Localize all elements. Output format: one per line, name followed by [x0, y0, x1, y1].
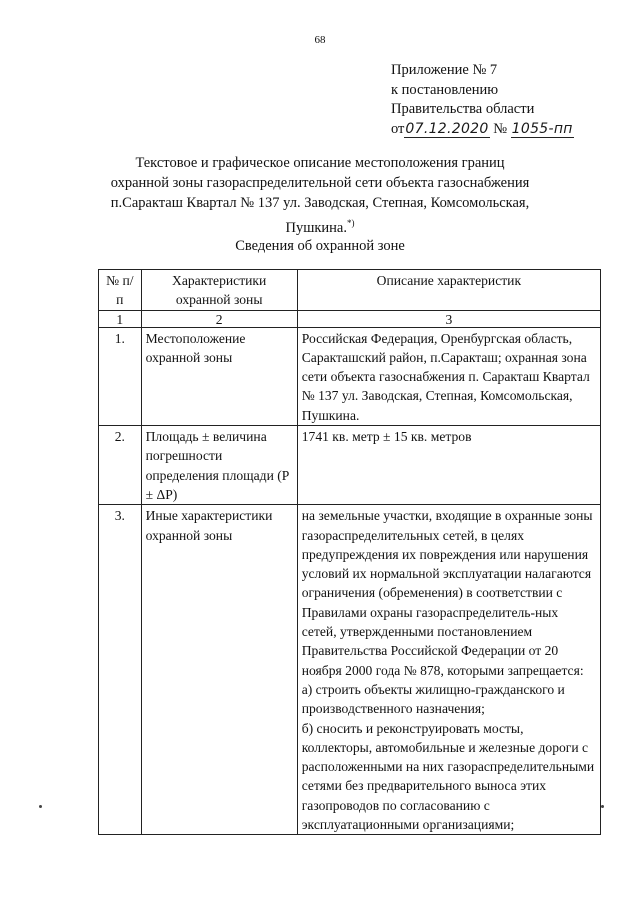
appendix-block [391, 61, 631, 139]
protection-zone-table [98, 269, 601, 835]
restriction-item-a: а) строить объекты жилищно-гражданского и производственного назначения; [301, 681, 565, 717]
row-description: 1741 кв. метр ± 15 кв. метров [297, 426, 600, 505]
section-subtitle: Сведения об охранной зоне [235, 238, 405, 254]
header-description: Описание характеристик [297, 270, 600, 311]
document-title [105, 153, 535, 238]
row-characteristic: Местоположение охранной зоны [141, 327, 297, 425]
date-prefix: от [391, 120, 405, 137]
title-line-1: Текстовое и графическое описание местоположения границ [135, 155, 505, 171]
table-row [99, 327, 601, 425]
appendix-line-1: Приложение № 7 [391, 62, 498, 78]
title-line-4: Пушкина. [285, 219, 347, 236]
title-line-4-wrap [105, 213, 535, 238]
number-prefix: № [493, 120, 508, 137]
row-number: 1. [99, 327, 142, 425]
table-row [99, 505, 601, 835]
row-description [297, 505, 600, 835]
restriction-item-b: б) сносить и реконструировать мосты, коллекторы, автомобильные и железные дороги с расположенными на них газораспределительными сетями без предварительного выноса этих газопроводов по согласованию с эксплуатационными организациями; [301, 720, 595, 833]
scan-mark [39, 805, 42, 808]
row-number: 3. [99, 505, 142, 835]
footnote-mark: *) [347, 218, 355, 228]
header-num: № п/п [99, 270, 142, 311]
column-number-1: 1 [99, 310, 142, 327]
appendix-line-2: к постановлению [391, 81, 499, 98]
page-number: 68 [314, 34, 326, 46]
scan-mark [601, 805, 604, 808]
column-number-row [99, 310, 601, 327]
appendix-line-3: Правительства области [391, 101, 535, 117]
table-row [99, 426, 601, 505]
appendix-date-line [391, 120, 631, 140]
row-description: Российская Федерация, Оренбургская область, Саракташский район, п.Саракташ; охранная зона сети объекта газоснабжения п. Саракташ Квартал № 137 ул. Заводская, Степная, Комсомольская, Пушкина. [297, 327, 600, 425]
header-characteristic: Характеристики охранной зоны [141, 270, 297, 311]
restrictions-intro: на земельные участки, входящие в охранные зоны газораспределительных сетей, в целях предупреждения их повреждения или нарушения условий их нормальной эксплуатации налагаются ограничения (обременения) в соответствии с Правилами охраны газораспределитель-ных сетей, утвержденными постановлением Правительства Российской Федерации от 20 ноября 2000 года № 878, которыми запрещается: [301, 508, 593, 678]
column-number-3: 3 [297, 310, 600, 327]
row-characteristic: Площадь ± величина погрешности определения площади (P ± ΔP) [141, 426, 297, 505]
handwritten-date: 07.12.2020 [405, 120, 489, 137]
column-number-2: 2 [141, 310, 297, 327]
title-line-3: п.Саракташ Квартал № 137 ул. Заводская, Степная, Комсомольская, [110, 195, 530, 211]
table-header-row [99, 270, 601, 311]
row-number: 2. [99, 426, 142, 505]
row-characteristic: Иные характеристики охранной зоны [141, 505, 297, 835]
handwritten-number: 1055-пп [511, 120, 573, 137]
title-line-2: охранной зоны газораспределительной сети объекта газоснабжения [110, 175, 530, 191]
